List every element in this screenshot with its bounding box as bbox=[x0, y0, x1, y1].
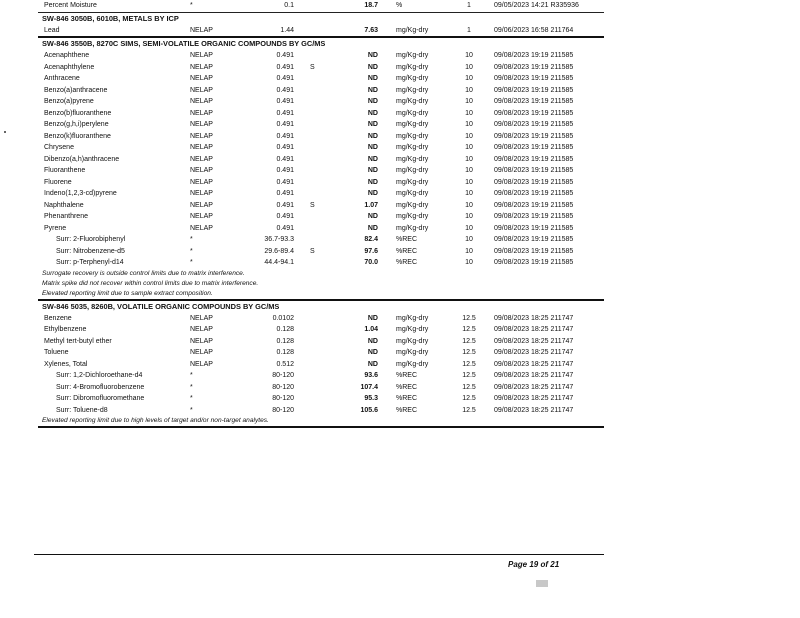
analyte-name: Benzo(g,h,i)perylene bbox=[44, 121, 109, 128]
result-unit: mg/Kg-dry bbox=[396, 121, 429, 128]
method-section bbox=[38, 12, 604, 37]
reporting-limit: 0.491 bbox=[276, 132, 294, 140]
result-unit: mg/Kg-dry bbox=[396, 337, 429, 345]
reporting-limit: 0.491 bbox=[276, 178, 294, 186]
reporting-limit: 1.44 bbox=[280, 26, 294, 34]
result-unit: mg/Kg-dry bbox=[396, 144, 429, 151]
analysis-date-batch: 09/08/2023 19:19 211585 bbox=[494, 178, 574, 186]
table-row bbox=[38, 313, 604, 325]
analysis-date-batch: 09/08/2023 18:25 211747 bbox=[494, 349, 574, 356]
table-row bbox=[38, 234, 604, 246]
dilution-factor: 12.5 bbox=[462, 372, 476, 379]
table-row bbox=[38, 370, 604, 382]
certification: NELAP bbox=[190, 213, 213, 220]
section-note: Elevated reporting limit due to sample extract composition. bbox=[42, 289, 213, 297]
analysis-date-batch: 09/08/2023 18:25 211747 bbox=[494, 337, 574, 345]
analysis-date-batch: 09/08/2023 19:19 211585 bbox=[494, 259, 574, 266]
method-section bbox=[38, 36, 604, 299]
reporting-limit: 0.128 bbox=[276, 326, 294, 333]
analysis-date-batch: 09/08/2023 19:19 211585 bbox=[494, 63, 574, 71]
certification: NELAP bbox=[190, 86, 213, 94]
analyte-name: Xylenes, Total bbox=[44, 360, 88, 368]
reporting-limit: 44.4-94.1 bbox=[264, 259, 294, 266]
analysis-date-batch: 09/08/2023 18:25 211747 bbox=[494, 406, 574, 414]
analyte-name: Benzo(k)fluoranthene bbox=[44, 132, 111, 140]
result-value: ND bbox=[367, 360, 378, 368]
section-note: Elevated reporting limit due to high levels of target and/or non-target analytes. bbox=[42, 417, 269, 424]
analyte-name: Methyl tert-butyl ether bbox=[44, 337, 112, 345]
analysis-date-batch: 09/08/2023 19:19 211585 bbox=[494, 98, 574, 105]
table-row-percent-moisture bbox=[38, 0, 604, 12]
result-value: 97.6 bbox=[364, 247, 378, 255]
result-value: ND bbox=[367, 98, 378, 105]
certification: * bbox=[190, 2, 193, 9]
analysis-date-batch: 09/08/2023 19:19 211585 bbox=[494, 155, 574, 163]
result-value: 105.6 bbox=[360, 406, 378, 414]
analysis-date-batch: 09/08/2023 19:19 211585 bbox=[494, 86, 574, 94]
result-unit: % bbox=[396, 2, 403, 9]
certification: NELAP bbox=[190, 349, 213, 356]
analysis-date-batch: 09/08/2023 19:19 211585 bbox=[494, 224, 574, 232]
table-row bbox=[38, 62, 604, 74]
dilution-factor: 12.5 bbox=[462, 349, 476, 356]
dilution-factor: 10 bbox=[465, 121, 473, 128]
certification: NELAP bbox=[190, 75, 213, 82]
footer-divider bbox=[34, 554, 604, 555]
reporting-limit: 0.491 bbox=[276, 75, 294, 82]
result-unit: %REC bbox=[396, 406, 418, 414]
analysis-date-batch: 09/08/2023 18:25 211747 bbox=[494, 360, 574, 368]
table-row bbox=[38, 119, 604, 131]
table-row bbox=[38, 359, 604, 371]
analysis-date-batch: 09/08/2023 19:19 211585 bbox=[494, 121, 574, 128]
result-unit: %REC bbox=[396, 395, 418, 402]
reporting-limit: 0.491 bbox=[276, 98, 294, 105]
table-row bbox=[38, 257, 604, 269]
result-value: 1.07 bbox=[364, 201, 378, 209]
analysis-date-batch: 09/08/2023 19:19 211585 bbox=[494, 109, 574, 117]
result-value: 70.0 bbox=[364, 259, 378, 266]
dilution-factor: 10 bbox=[465, 259, 473, 266]
table-row bbox=[38, 393, 604, 405]
certification: NELAP bbox=[190, 201, 213, 209]
analyte-name: Surr: 1,2-Dichloroethane-d4 bbox=[56, 372, 143, 379]
certification: NELAP bbox=[190, 63, 213, 71]
section-title: SW-846 3550B, 8270C SIMS, SEMI-VOLATILE ORGANIC COMPOUNDS BY GC/MS bbox=[42, 39, 326, 48]
section-title: SW-846 3050B, 6010B, METALS BY ICP bbox=[42, 13, 179, 23]
result-value: ND bbox=[367, 213, 378, 220]
dilution-factor: 1 bbox=[467, 26, 471, 34]
dilution-factor: 10 bbox=[465, 63, 473, 71]
result-unit: mg/Kg-dry bbox=[396, 178, 429, 186]
dilution-factor: 1 bbox=[467, 2, 471, 9]
section-note: Matrix spike did not recover within control limits due to matrix interference. bbox=[42, 279, 259, 287]
dilution-factor: 10 bbox=[465, 132, 473, 140]
result-unit: mg/Kg-dry bbox=[396, 26, 429, 34]
analyte-name: Lead bbox=[44, 26, 60, 34]
analysis-date-batch: 09/08/2023 18:25 211747 bbox=[494, 395, 574, 402]
page-number: Page 19 of 21 bbox=[508, 560, 560, 569]
reporting-limit: 0.491 bbox=[276, 167, 294, 174]
reporting-limit: 0.491 bbox=[276, 86, 294, 94]
reporting-limit: 0.128 bbox=[276, 349, 294, 356]
analysis-date-batch: 09/08/2023 18:25 211747 bbox=[494, 372, 574, 379]
analyte-name: Acenaphthene bbox=[44, 52, 90, 59]
table-row bbox=[38, 246, 604, 258]
table-row bbox=[38, 96, 604, 108]
result-unit: mg/Kg-dry bbox=[396, 201, 429, 209]
table-row bbox=[38, 382, 604, 394]
result-unit: %REC bbox=[396, 259, 418, 266]
analysis-date-batch: 09/06/2023 16:58 211764 bbox=[494, 26, 574, 34]
scan-stamp-mark bbox=[536, 580, 548, 587]
reporting-limit: 36.7-93.3 bbox=[264, 236, 294, 243]
result-unit: mg/Kg-dry bbox=[396, 360, 429, 368]
analyte-name: Surr: 2-Fluorobiphenyl bbox=[56, 236, 126, 243]
analysis-date-batch: 09/08/2023 19:19 211585 bbox=[494, 132, 574, 140]
analyte-name: Chrysene bbox=[44, 144, 74, 151]
dilution-factor: 10 bbox=[465, 213, 473, 220]
reporting-limit: 0.491 bbox=[276, 224, 294, 232]
analysis-date-batch: 09/08/2023 19:19 211585 bbox=[494, 201, 574, 209]
table-row bbox=[38, 50, 604, 62]
analysis-date-batch: 09/05/2023 14:21 R335936 bbox=[494, 2, 579, 9]
certification: NELAP bbox=[190, 314, 213, 322]
section-title: SW-846 5035, 8260B, VOLATILE ORGANIC COMPOUNDS BY GC/MS bbox=[42, 301, 280, 311]
certification: NELAP bbox=[190, 132, 213, 140]
result-value: ND bbox=[367, 224, 378, 232]
result-value: ND bbox=[367, 121, 378, 128]
table-row bbox=[38, 25, 604, 37]
certification: * bbox=[190, 247, 193, 255]
certification: NELAP bbox=[190, 167, 213, 174]
analysis-date-batch: 09/08/2023 19:19 211585 bbox=[494, 213, 574, 220]
certification: NELAP bbox=[190, 326, 213, 333]
certification: NELAP bbox=[190, 224, 213, 232]
dilution-factor: 10 bbox=[465, 224, 473, 232]
result-value: ND bbox=[367, 144, 378, 151]
result-unit: %REC bbox=[396, 372, 418, 379]
result-value: ND bbox=[367, 167, 378, 174]
result-unit: mg/Kg-dry bbox=[396, 132, 429, 140]
result-value: ND bbox=[367, 349, 378, 356]
reporting-limit: 0.491 bbox=[276, 121, 294, 128]
result-value: 82.4 bbox=[364, 236, 378, 243]
dilution-factor: 10 bbox=[465, 109, 473, 117]
table-row bbox=[38, 188, 604, 200]
certification: NELAP bbox=[190, 144, 213, 151]
table-row bbox=[38, 211, 604, 223]
analyte-name: Benzo(b)fluoranthene bbox=[44, 109, 112, 117]
dilution-factor: 12.5 bbox=[462, 314, 476, 322]
certification: * bbox=[190, 236, 193, 243]
result-unit: mg/Kg-dry bbox=[396, 75, 429, 82]
result-value: ND bbox=[367, 178, 378, 186]
qualifier: S bbox=[310, 201, 315, 209]
reporting-limit: 80-120 bbox=[272, 383, 294, 391]
certification: NELAP bbox=[190, 26, 213, 34]
reporting-limit: 0.0102 bbox=[272, 314, 294, 322]
dilution-factor: 12.5 bbox=[462, 326, 476, 333]
analyte-name: Percent Moisture bbox=[44, 2, 97, 9]
analysis-date-batch: 09/08/2023 19:19 211585 bbox=[494, 247, 574, 255]
analyte-name: Surr: Dibromofluoromethane bbox=[56, 395, 145, 402]
dilution-factor: 10 bbox=[465, 201, 473, 209]
result-value: ND bbox=[367, 132, 378, 140]
reporting-limit: 29.6-89.4 bbox=[264, 247, 294, 255]
analysis-date-batch: 09/08/2023 19:19 211585 bbox=[494, 144, 574, 151]
report-body bbox=[38, 0, 604, 428]
analyte-name: Benzo(a)pyrene bbox=[44, 98, 94, 105]
analyte-name: Benzo(a)anthracene bbox=[44, 86, 108, 94]
table-row bbox=[38, 108, 604, 120]
reporting-limit: 80-120 bbox=[272, 372, 294, 379]
analyte-name: Anthracene bbox=[44, 75, 80, 82]
analysis-date-batch: 09/08/2023 18:25 211747 bbox=[494, 314, 574, 322]
result-value: 107.4 bbox=[360, 383, 378, 391]
reporting-limit: 0.491 bbox=[276, 213, 294, 220]
certification: * bbox=[190, 406, 193, 414]
dilution-factor: 10 bbox=[465, 190, 473, 197]
analyte-name: Surr: Toluene-d8 bbox=[56, 406, 108, 414]
analysis-date-batch: 09/08/2023 19:19 211585 bbox=[494, 190, 574, 197]
result-value: ND bbox=[367, 337, 378, 345]
qualifier: S bbox=[310, 63, 315, 71]
certification: NELAP bbox=[190, 178, 213, 186]
result-unit: mg/Kg-dry bbox=[396, 213, 429, 220]
analyte-name: Indeno(1,2,3-cd)pyrene bbox=[44, 190, 117, 197]
analyte-name: Acenaphthylene bbox=[44, 63, 95, 71]
certification: * bbox=[190, 383, 193, 391]
scan-speck bbox=[4, 131, 6, 133]
analysis-date-batch: 09/08/2023 18:25 211747 bbox=[494, 326, 574, 333]
table-row bbox=[38, 142, 604, 154]
analyte-name: Dibenzo(a,h)anthracene bbox=[44, 155, 120, 163]
certification: * bbox=[190, 372, 193, 379]
reporting-limit: 0.491 bbox=[276, 201, 294, 209]
reporting-limit: 0.491 bbox=[276, 63, 294, 71]
dilution-factor: 10 bbox=[465, 144, 473, 151]
analyte-name: Surr: Nitrobenzene-d5 bbox=[56, 247, 125, 255]
table-row bbox=[38, 324, 604, 336]
dilution-factor: 10 bbox=[465, 236, 473, 243]
dilution-factor: 10 bbox=[465, 167, 473, 174]
result-unit: mg/Kg-dry bbox=[396, 167, 429, 174]
table-row bbox=[38, 154, 604, 166]
reporting-limit: 0.128 bbox=[276, 337, 294, 345]
qualifier: S bbox=[310, 247, 315, 255]
table-row bbox=[38, 336, 604, 348]
result-unit: mg/Kg-dry bbox=[396, 155, 429, 163]
result-value: 18.7 bbox=[364, 2, 378, 9]
table-row bbox=[38, 85, 604, 97]
table-row bbox=[38, 200, 604, 212]
result-value: ND bbox=[367, 109, 378, 117]
result-value: ND bbox=[367, 155, 378, 163]
reporting-limit: 0.491 bbox=[276, 52, 294, 59]
result-value: ND bbox=[367, 86, 378, 94]
certification: NELAP bbox=[190, 98, 213, 105]
result-unit: mg/Kg-dry bbox=[396, 52, 429, 59]
analyte-name: Benzene bbox=[44, 314, 72, 322]
reporting-limit: 0.491 bbox=[276, 109, 294, 117]
result-value: ND bbox=[367, 52, 378, 59]
dilution-factor: 10 bbox=[465, 52, 473, 59]
reporting-limit: 0.1 bbox=[284, 2, 294, 9]
analysis-date-batch: 09/08/2023 19:19 211585 bbox=[494, 236, 574, 243]
analyte-name: Fluoranthene bbox=[44, 167, 86, 174]
table-row bbox=[38, 177, 604, 189]
reporting-limit: 0.491 bbox=[276, 190, 294, 197]
certification: NELAP bbox=[190, 52, 213, 59]
analysis-date-batch: 09/08/2023 19:19 211585 bbox=[494, 52, 574, 59]
certification: NELAP bbox=[190, 155, 213, 163]
result-unit: %REC bbox=[396, 383, 418, 391]
table-row bbox=[38, 131, 604, 143]
dilution-factor: 12.5 bbox=[462, 360, 476, 368]
dilution-factor: 10 bbox=[465, 86, 473, 94]
dilution-factor: 12.5 bbox=[462, 406, 476, 414]
dilution-factor: 10 bbox=[465, 178, 473, 186]
reporting-limit: 80-120 bbox=[272, 395, 294, 402]
result-value: ND bbox=[367, 75, 378, 82]
result-unit: mg/Kg-dry bbox=[396, 63, 429, 71]
result-unit: mg/Kg-dry bbox=[396, 224, 429, 232]
analyte-name: Naphthalene bbox=[44, 201, 84, 209]
dilution-factor: 12.5 bbox=[462, 337, 476, 345]
table-row bbox=[38, 223, 604, 235]
table-row bbox=[38, 347, 604, 359]
result-unit: mg/Kg-dry bbox=[396, 326, 429, 333]
method-sections bbox=[38, 12, 604, 429]
result-unit: mg/Kg-dry bbox=[396, 314, 429, 322]
dilution-factor: 10 bbox=[465, 75, 473, 82]
certification: * bbox=[190, 395, 193, 402]
reporting-limit: 0.512 bbox=[276, 360, 294, 368]
result-unit: mg/Kg-dry bbox=[396, 349, 429, 356]
dilution-factor: 12.5 bbox=[462, 383, 476, 391]
certification: * bbox=[190, 259, 193, 266]
result-value: ND bbox=[367, 63, 378, 71]
result-unit: %REC bbox=[396, 236, 418, 243]
dilution-factor: 12.5 bbox=[462, 395, 476, 402]
result-value: ND bbox=[367, 314, 378, 322]
dilution-factor: 10 bbox=[465, 98, 473, 105]
result-unit: mg/Kg-dry bbox=[396, 86, 429, 94]
result-unit: mg/Kg-dry bbox=[396, 109, 429, 117]
result-value: ND bbox=[367, 190, 378, 197]
table-row bbox=[38, 405, 604, 417]
analysis-date-batch: 09/08/2023 18:25 211747 bbox=[494, 383, 574, 391]
dilution-factor: 10 bbox=[465, 247, 473, 255]
certification: NELAP bbox=[190, 121, 213, 128]
result-value: 7.63 bbox=[364, 26, 378, 34]
result-value: 93.6 bbox=[364, 372, 378, 379]
result-unit: %REC bbox=[396, 247, 418, 255]
analyte-name: Toluene bbox=[44, 349, 69, 356]
method-section bbox=[38, 299, 604, 427]
result-value: 1.04 bbox=[364, 326, 378, 333]
result-unit: mg/Kg-dry bbox=[396, 98, 429, 105]
table-row bbox=[38, 73, 604, 85]
reporting-limit: 0.491 bbox=[276, 155, 294, 163]
reporting-limit: 80-120 bbox=[272, 406, 294, 414]
analyte-name: Surr: p-Terphenyl-d14 bbox=[56, 259, 124, 266]
analysis-date-batch: 09/08/2023 19:19 211585 bbox=[494, 167, 574, 174]
result-value: 95.3 bbox=[364, 395, 378, 402]
reporting-limit: 0.491 bbox=[276, 144, 294, 151]
result-unit: mg/Kg-dry bbox=[396, 190, 429, 197]
table-row bbox=[38, 165, 604, 177]
table-end-divider bbox=[38, 426, 604, 428]
analyte-name: Surr: 4-Bromofluorobenzene bbox=[56, 383, 145, 391]
certification: NELAP bbox=[190, 109, 213, 117]
analyte-name: Pyrene bbox=[44, 224, 67, 232]
analyte-name: Phenanthrene bbox=[44, 213, 88, 220]
dilution-factor: 10 bbox=[465, 155, 473, 163]
certification: NELAP bbox=[190, 190, 213, 197]
certification: NELAP bbox=[190, 360, 213, 368]
analysis-date-batch: 09/08/2023 19:19 211585 bbox=[494, 75, 574, 82]
section-note: Surrogate recovery is outside control limits due to matrix interference. bbox=[42, 269, 245, 277]
analyte-name: Ethylbenzene bbox=[44, 326, 87, 333]
certification: NELAP bbox=[190, 337, 213, 345]
analyte-name: Fluorene bbox=[44, 178, 72, 186]
